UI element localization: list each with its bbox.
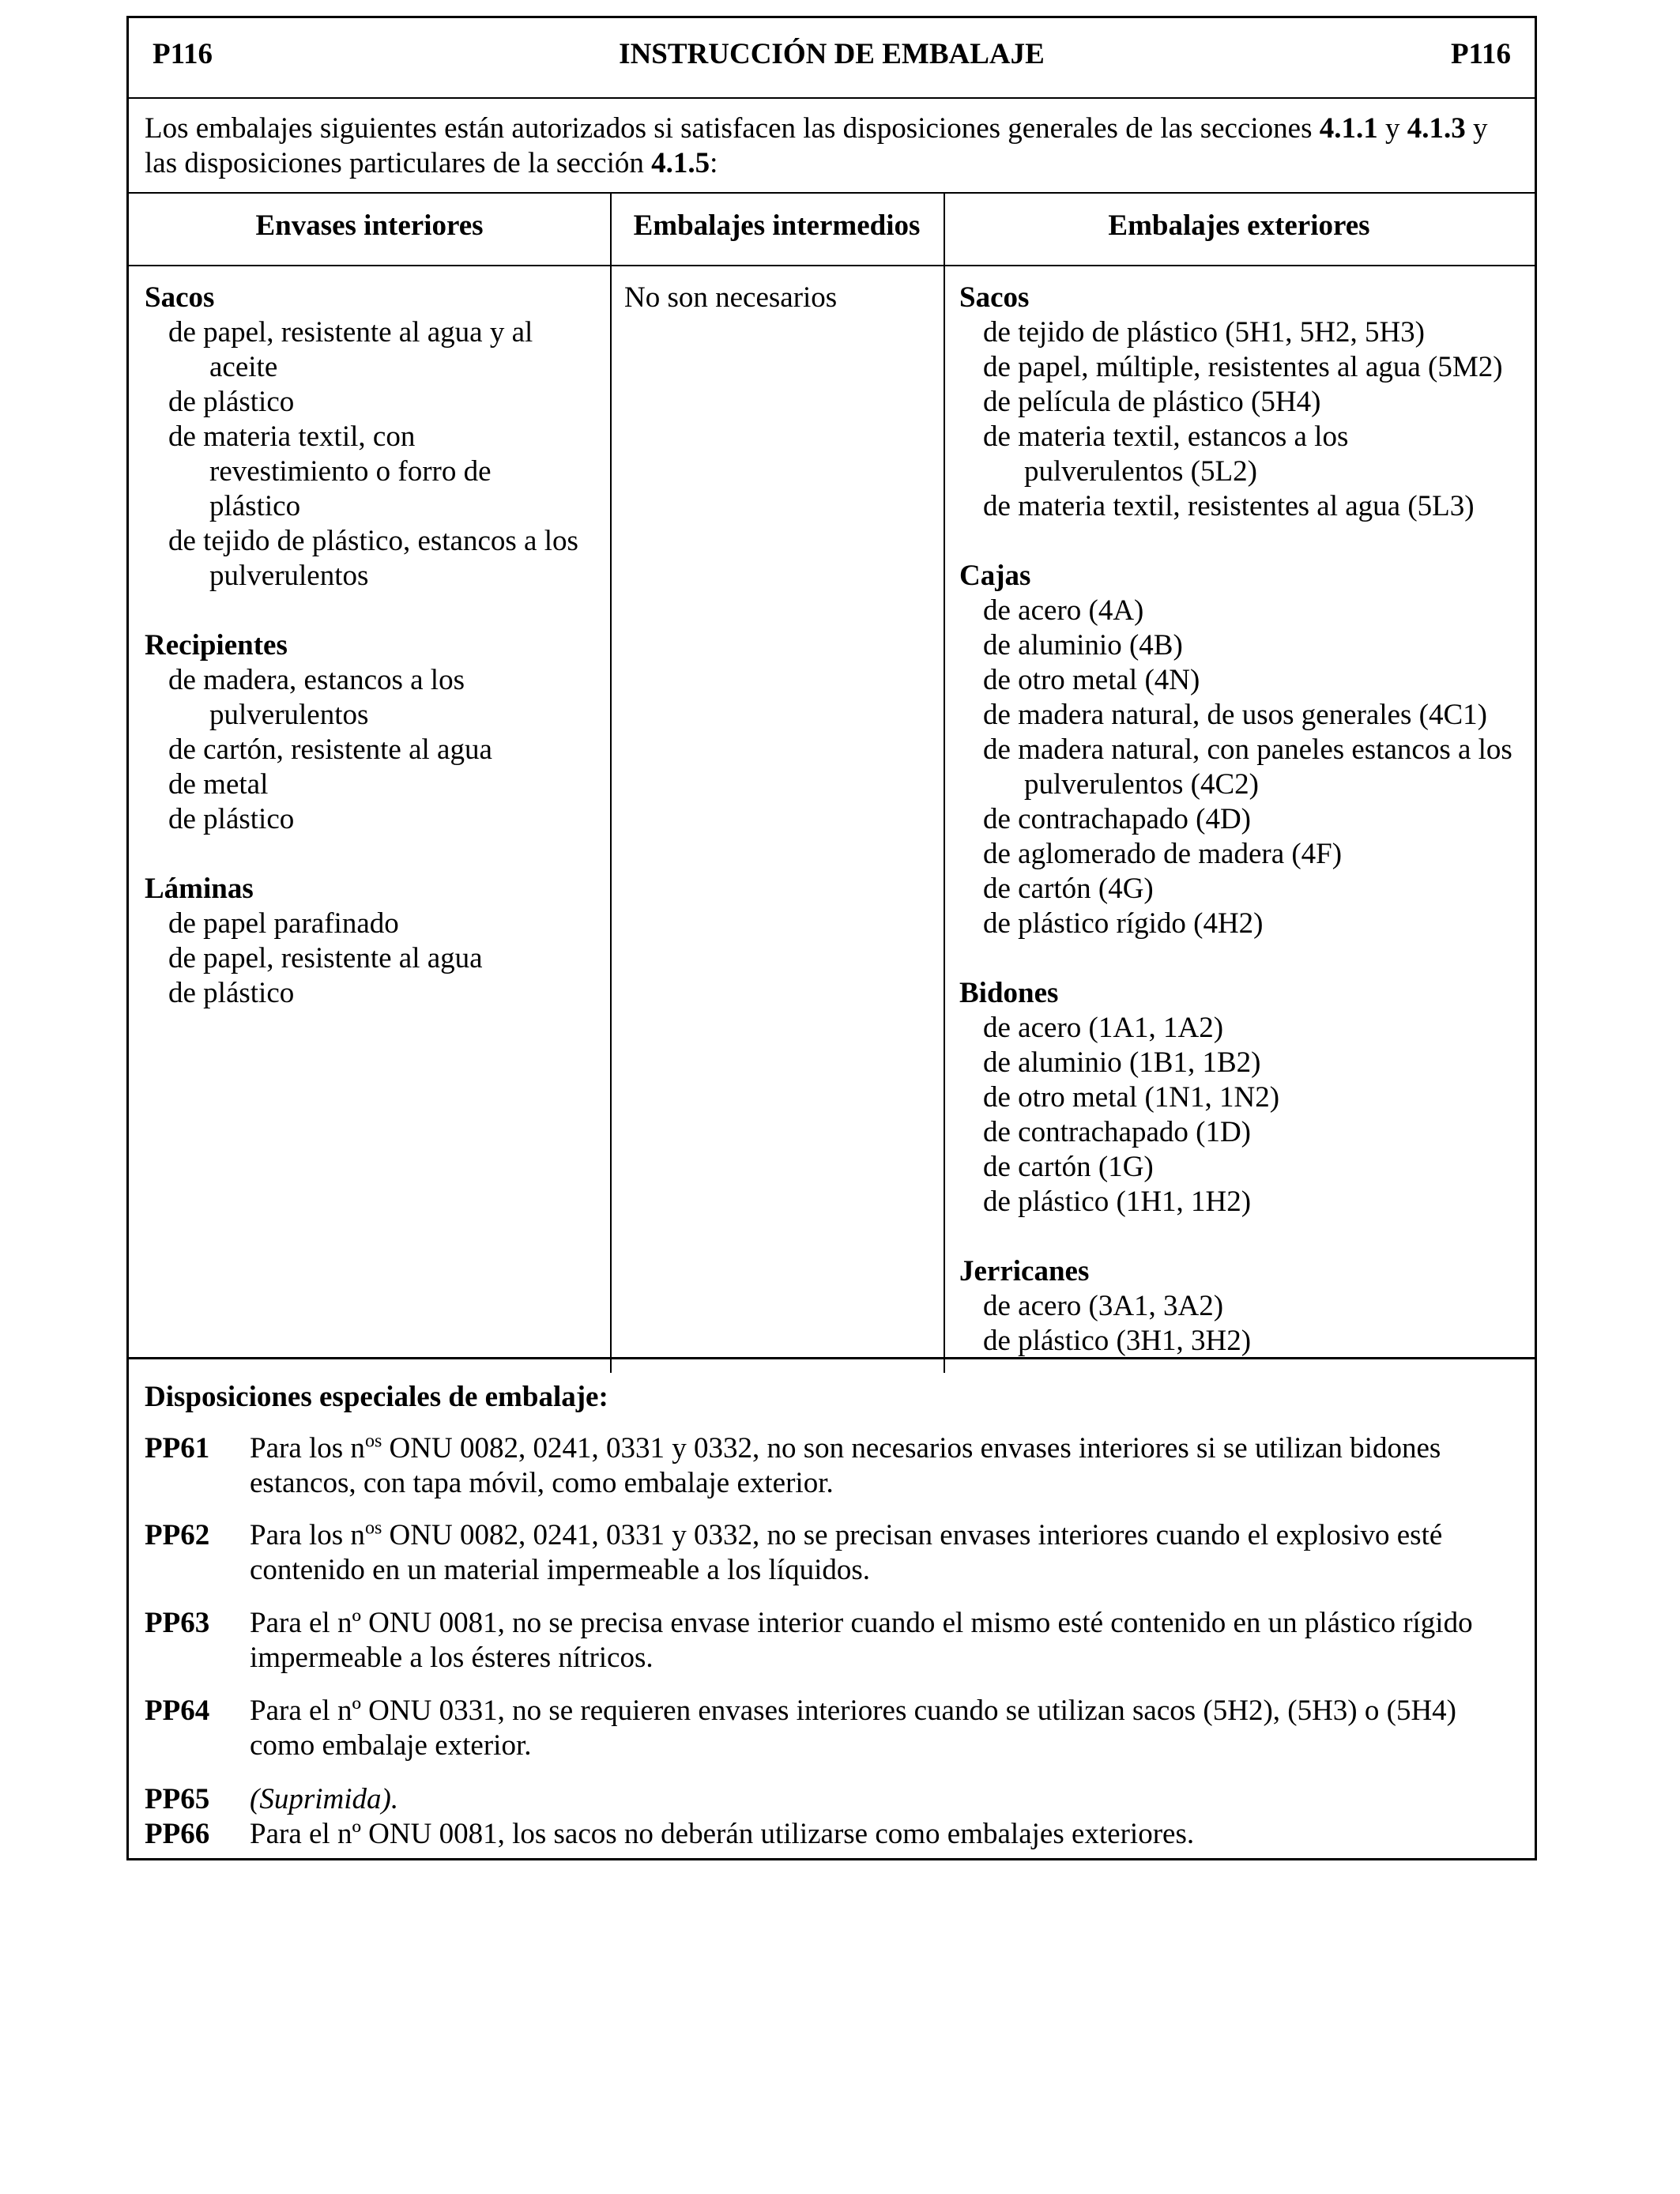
provision-text: Para el nº ONU 0331, no se requieren envases interiores cuando se utilizan sacos (5H2), (5H3) o (5H4) como embalaje exterior. [250,1695,1456,1762]
list-item: de plástico [168,803,295,835]
group-title: Láminas [145,873,254,905]
provision-pp61 [145,1431,1512,1501]
column-header-intermediate: Embalajes intermedios [610,194,944,266]
intro-paragraph [129,99,1535,194]
list-item: de papel, resistente al agua [168,942,483,974]
column-header-inner: Envases interiores [129,194,610,266]
list-item: de plástico (3H1, 3H2) [983,1325,1252,1357]
list-item: de contrachapado (1D) [983,1116,1251,1148]
column-divider [610,194,612,1373]
provision-text-part: ONU 0082, 0241, 0331 y 0332, no se precisan envases interiores cuando el explosivo esté contenido en un material impermeable a los líquidos. [250,1519,1443,1586]
provision-text: Para el nº ONU 0081, los sacos no deberán utilizarse como embalajes exteriores. [250,1818,1195,1850]
column-header-outer: Embalajes exteriores [944,194,1535,266]
provision-text-part: ONU 0082, 0241, 0331 y 0332, no son necesarios envases interiores si se utilizan bidones estancos, con tapa móvil, como embalaje exterior. [250,1432,1441,1499]
list-item: de papel, múltiple, resistentes al agua (5M2) [983,351,1503,383]
special-provisions-title: Disposiciones especiales de embalaje: [145,1381,608,1413]
table-header [129,18,1535,99]
provision-text [250,1518,1512,1588]
list-item: de madera natural, con paneles estancos a los pulverulentos (4C2) [983,733,1512,801]
list-item: de acero (4A) [983,594,1144,627]
group-title: Sacos [959,281,1030,314]
list-item: de materia textil, resistentes al agua (5L3) [983,490,1475,522]
intro-text: : [710,147,718,179]
list-item: de metal [168,768,269,801]
instruction-code-left: P116 [153,38,213,70]
list-item: de materia textil, estancos a los pulverulentos (5L2) [983,420,1349,488]
provision-text [250,1431,1512,1501]
intro-text: y las disposiciones particulares de la sección [145,112,1488,179]
list-item: de cartón (1G) [983,1151,1154,1183]
provision-code: PP66 [145,1818,210,1850]
list-item: de cartón (4G) [983,873,1154,905]
instruction-title: INSTRUCCIÓN DE EMBALAJE [619,38,1045,70]
provision-pp62 [145,1518,1512,1588]
group-title: Cajas [959,560,1031,592]
list-item: de plástico [168,386,295,418]
list-item: de acero (1A1, 1A2) [983,1012,1224,1044]
group-recipientes [145,628,599,837]
group-cajas [959,559,1528,941]
group-sacos [959,281,1528,524]
list-item: de materia textil, con revestimiento o forro de plástico [168,420,492,522]
intro-text: y [1377,112,1407,145]
list-item: de tejido de plástico (5H1, 5H2, 5H3) [983,316,1425,349]
packing-instruction-table [126,16,1537,1860]
group-laminas [145,872,599,1011]
provision-pp65 [145,1782,1512,1817]
list-item: de papel parafinado [168,907,399,940]
intermediate-packagings-column [624,281,936,315]
intermediate-text: No son necesarios [624,281,838,314]
superscript: os [364,1431,382,1452]
inner-packagings-column [145,281,599,1011]
list-item: de otro metal (4N) [983,664,1200,696]
group-title: Jerricanes [959,1255,1090,1287]
list-item: de acero (3A1, 3A2) [983,1290,1224,1322]
list-item: de cartón, resistente al agua [168,733,492,766]
provision-code: PP62 [145,1519,210,1551]
list-item: de aglomerado de madera (4F) [983,838,1343,870]
list-item: de madera natural, de usos generales (4C1) [983,699,1487,731]
provision-text-part: Para los n [250,1432,365,1465]
list-item: de tejido de plástico, estancos a los pulverulentos [168,525,578,592]
list-item: de plástico (1H1, 1H2) [983,1186,1252,1218]
group-sacos [145,281,599,594]
provision-code: PP61 [145,1432,210,1465]
group-jerricanes [959,1254,1528,1359]
provision-text: Para el nº ONU 0081, no se precisa envase interior cuando el mismo esté contenido en un plástico rígido impermeable a los ésteres nítricos. [250,1607,1473,1674]
group-title: Bidones [959,977,1059,1009]
list-item: de papel, resistente al agua y al aceite [168,316,533,383]
provision-pp64 [145,1694,1512,1763]
instruction-code-right: P116 [1450,38,1511,70]
special-provisions-section [129,1357,1535,1863]
provision-code: PP65 [145,1783,210,1815]
provision-code: PP63 [145,1607,210,1639]
intro-text: Los embalajes siguientes están autorizados si satisfacen las disposiciones generales de las secciones [145,112,1320,145]
list-item: de película de plástico (5H4) [983,386,1321,418]
list-item: de aluminio (4B) [983,629,1183,662]
provision-code: PP64 [145,1695,210,1727]
outer-packagings-column [959,281,1528,1359]
section-ref: 4.1.3 [1407,112,1466,145]
superscript: os [364,1517,382,1539]
list-item: de plástico rígido (4H2) [983,907,1264,940]
provision-text-part: Para los n [250,1519,365,1551]
list-item: de contrachapado (4D) [983,803,1251,835]
group-title: Recipientes [145,629,288,662]
list-item: de plástico [168,977,295,1009]
group-title: Sacos [145,281,215,314]
section-ref: 4.1.1 [1319,112,1378,145]
provision-text: (Suprimida). [250,1783,399,1815]
list-item: de madera, estancos a los pulverulentos [168,664,465,731]
group-bidones [959,976,1528,1220]
list-item: de aluminio (1B1, 1B2) [983,1046,1261,1079]
provision-pp66 [145,1817,1512,1852]
provision-pp63 [145,1606,1512,1676]
list-item: de otro metal (1N1, 1N2) [983,1081,1280,1114]
column-divider [944,194,945,1373]
section-ref: 4.1.5 [651,147,710,179]
